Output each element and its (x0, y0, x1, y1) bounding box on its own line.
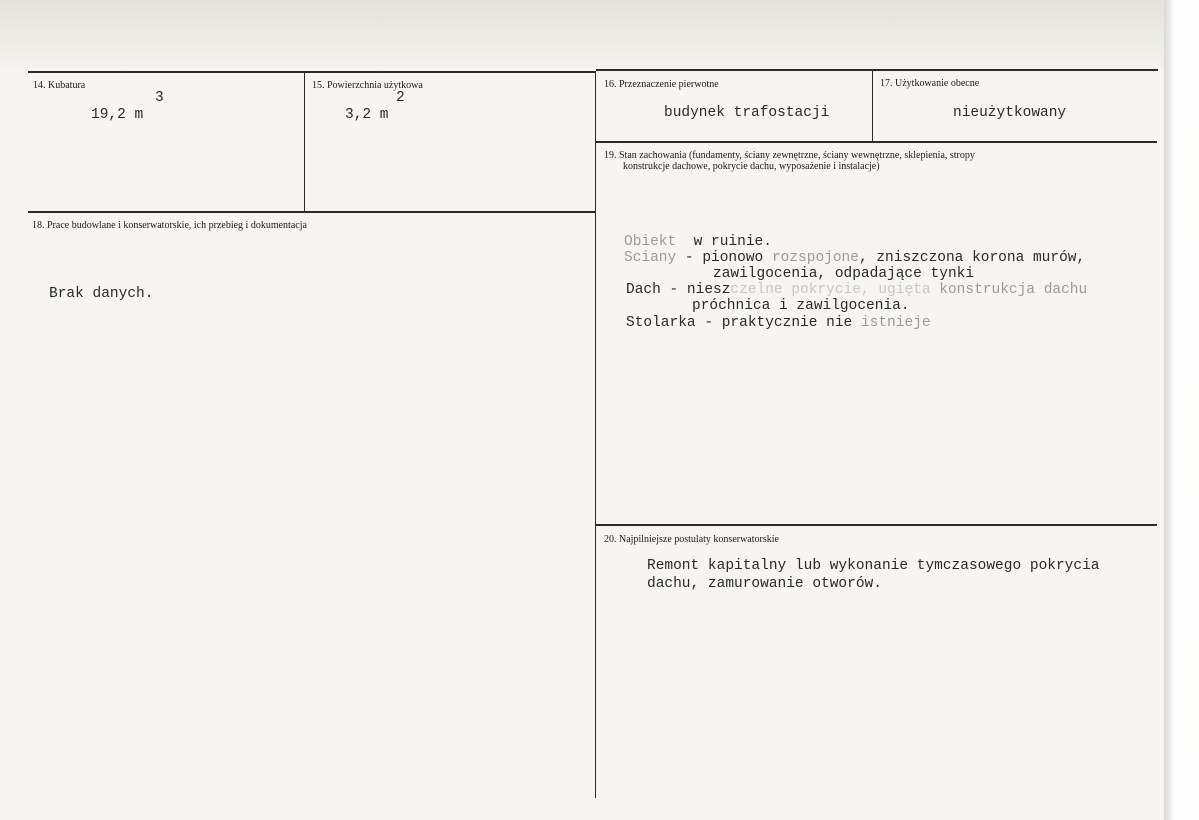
field-18-value: Brak danych. (49, 286, 154, 302)
field-19-line-4 (626, 282, 1087, 298)
field-15-exponent: 2 (396, 90, 405, 106)
top-rule-left (28, 71, 596, 73)
divider-14-15 (304, 72, 305, 212)
field-19-text: rozspojone (771, 250, 859, 266)
field-18-label: 18. Prace budowlane i konserwatorskie, ich przebieg i dokumentacja (32, 220, 307, 231)
divider-left-right (595, 71, 596, 798)
field-16-label: 16. Przeznaczenie pierwotne (604, 79, 719, 90)
divider-16-17 (872, 70, 873, 142)
field-19-label-line1: 19. Stan zachowania (fundamenty, ściany zewnętrzne, ściany wewnętrzne, sklepienia, stropy (604, 150, 975, 161)
field-20-line-2: dachu, zamurowanie otworów. (647, 576, 882, 592)
field-14-exponent: 3 (155, 90, 164, 106)
field-19-line-2 (624, 250, 1085, 266)
field-19-text: Sciany (624, 250, 677, 266)
field-16-value: budynek trafostacji (664, 105, 830, 121)
field-19-line-3: zawilgocenia, odpadające tynki (713, 266, 975, 282)
field-15-value: 3,2 m (345, 107, 389, 123)
field-19-text: , zniszczona korona murów, (858, 250, 1086, 266)
field-19-text: konstrukcja dachu (939, 282, 1088, 298)
page-edge (1164, 0, 1199, 820)
field-19-text: Stolarka - praktycznie nie (626, 315, 861, 331)
field-14-label: 14. Kubatura (33, 80, 86, 91)
field-19-text: istnieje (860, 315, 931, 331)
field-19-text: - pionowo (676, 250, 772, 266)
field-19-line-5: próchnica i zawilgocenia. (692, 298, 910, 314)
field-19-line-6 (626, 315, 931, 331)
top-rule-right (596, 69, 1158, 71)
field-19-text: Obiekt (624, 234, 677, 250)
field-15-label: 15. Powierzchnia użytkowa (312, 80, 423, 91)
field-19-label-line2: konstrukcje dachowe, pokrycie dachu, wyposażenie i instalacje) (623, 161, 880, 172)
field-14-value: 19,2 m (91, 107, 144, 123)
rule-above-20 (596, 524, 1157, 526)
field-19-text: w ruinie. (676, 234, 772, 250)
field-19-text: Dach - niesz (626, 282, 731, 298)
field-19-text: , ugięta (860, 282, 940, 298)
rule-above-18 (28, 211, 595, 213)
rule-above-19 (596, 141, 1157, 143)
field-17-value: nieużytkowany (953, 105, 1067, 121)
field-19-line-1 (624, 234, 772, 250)
field-19-text: czelne pokrycie (730, 282, 861, 298)
page-top-shadow (0, 0, 1199, 68)
field-20-line-1: Remont kapitalny lub wykonanie tymczasowego pokrycia (647, 558, 1100, 574)
field-20-label: 20. Najpilniejsze postulaty konserwatorskie (604, 534, 779, 545)
field-17-label: 17. Użytkowanie obecne (880, 78, 980, 89)
